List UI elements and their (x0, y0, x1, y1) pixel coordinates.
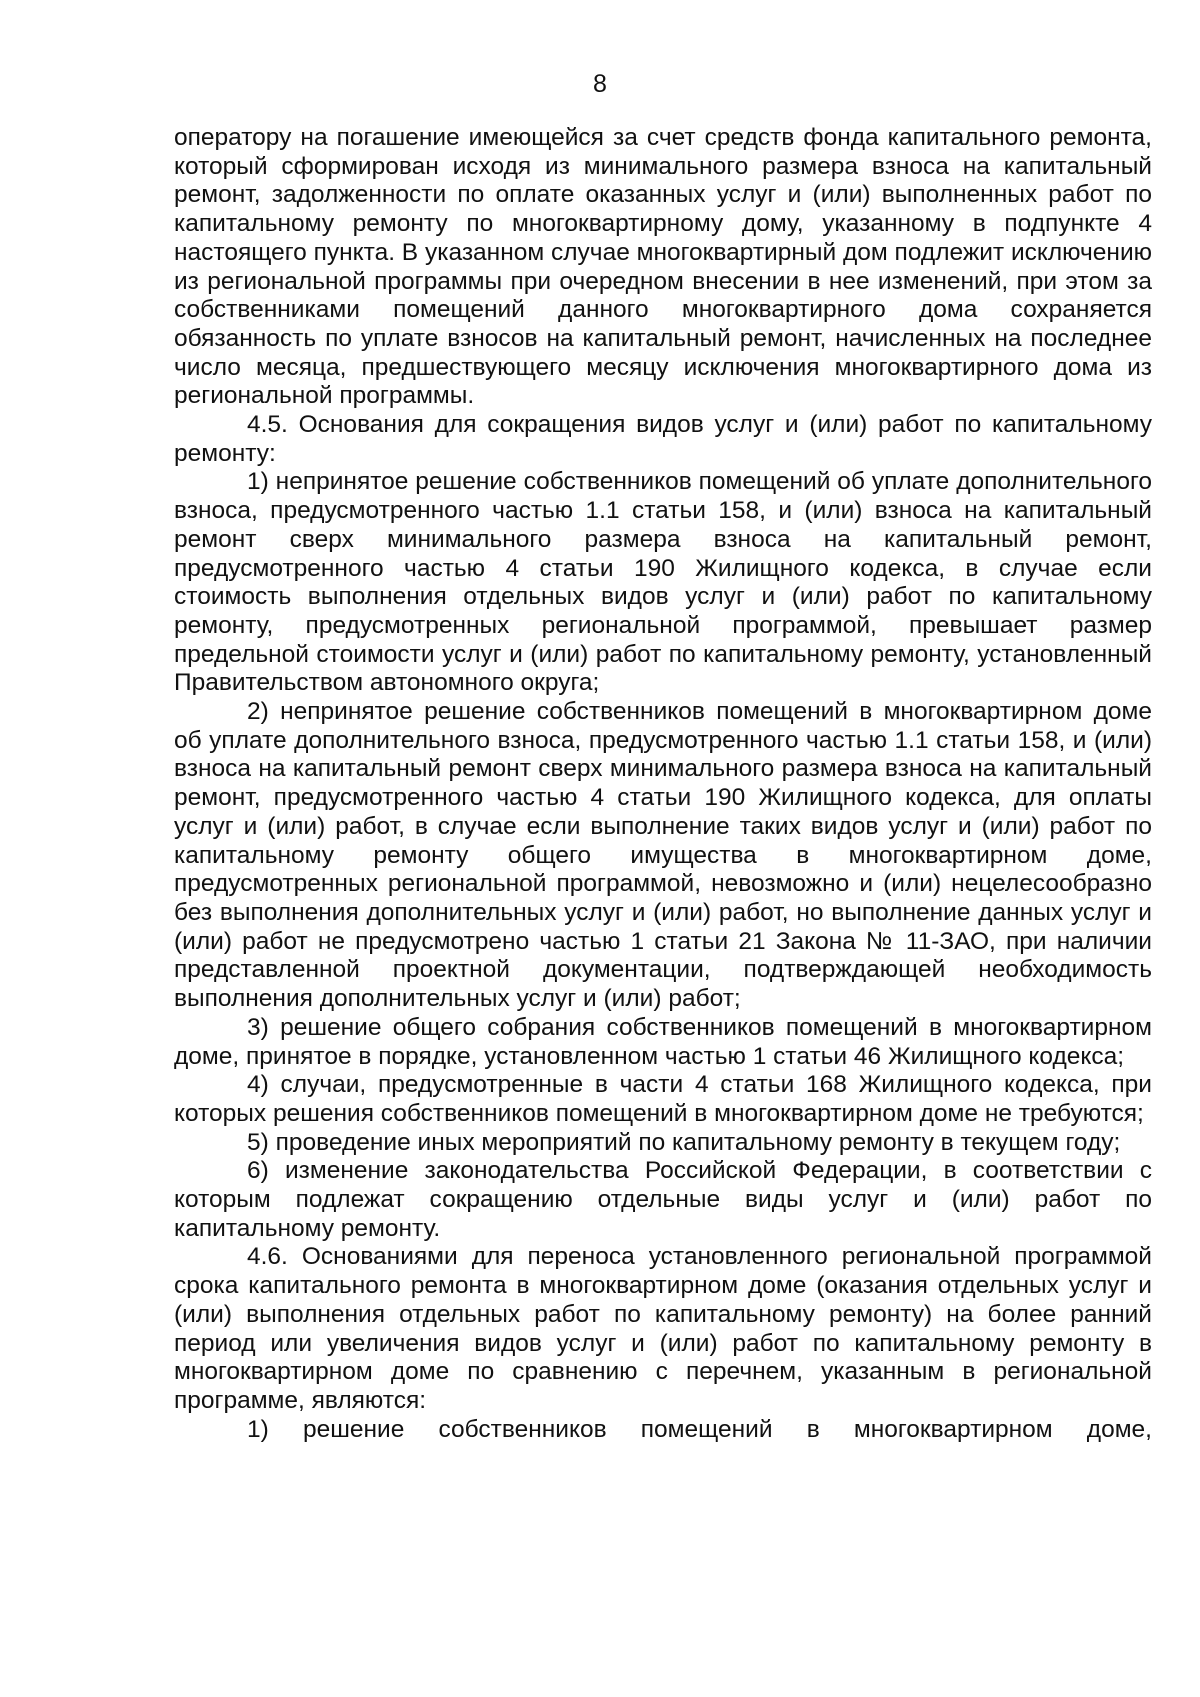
paragraph-4-6-item-1: 1) решение собственников помещений в многоквартирном доме, (247, 1415, 1152, 1443)
paragraph-continuation: оператору на погашение имеющейся за счет средств фонда капитального ремонта, который сформирован исходя из минимального размера взноса на капитальный ремонт, задолженности по оплате оказанных услуг и (или) выполненных работ по капитальному ремонту по многоквартирному дому, указанному в подпункте 4 настоящего пункта. В указанном случае многоквартирный дом подлежит исключению из региональной программы при очередном внесении в нее изменений, при этом за собственниками помещений данного многоквартирного дома сохраняется обязанность по уплате взносов на капитальный ремонт, начисленных на последнее число месяца, предшествующего месяцу исключения многоквартирного дома из региональной программы. (174, 124, 1153, 410)
document-body (174, 124, 1152, 1444)
paragraph-4-5-item-1: 1) непринятое решение собственников помещений об уплате дополнительного взноса, предусмотренного частью 1.1 статьи 158, и (или) взноса на капитальный ремонт сверх минимального размера взноса на капитальный ремонт, предусмотренного частью 4 статьи 190 Жилищного кодекса, в случае если стоимость выполнения отдельных видов услуг и (или) работ по капитальному ремонту, предусмотренных региональной программой, превышает размер предельной стоимости услуг и (или) работ по капитальному ремонту, установленный Правительством автономного округа; (174, 468, 1152, 697)
paragraph-4-5: 4.5. Основания для сокращения видов услуг и (или) работ по капитальному ремонту: (174, 411, 1152, 467)
page-number: 8 (593, 70, 607, 98)
paragraph-4-6: 4.6. Основаниями для переноса установленного региональной программой срока капитального ремонта в многоквартирном доме (оказания отдельных услуг и (или) выполнения отдельных работ по капитальному ремонту) на более ранний период или увеличения видов услуг и (или) работ по капитальному ремонту в многоквартирном доме по сравнению с перечнем, указанным в региональной программе, являются: (174, 1243, 1152, 1414)
paragraph-4-5-item-6: 6) изменение законодательства Российской Федерации, в соответствии с которым подлежат сокращению отдельные виды услуг и (или) работ по капитальному ремонту. (174, 1157, 1152, 1242)
paragraph-4-5-item-3: 3) решение общего собрания собственников помещений в многоквартирном доме, принятое в порядке, установленном частью 1 статьи 46 Жилищного кодекса; (174, 1013, 1152, 1070)
paragraph-4-5-item-4: 4) случаи, предусмотренные в части 4 статьи 168 Жилищного кодекса, при которых решения собственников помещений в многоквартирном доме не требуются; (174, 1071, 1152, 1127)
paragraph-4-5-item-2: 2) непринятое решение собственников помещений в многоквартирном доме об уплате дополнительного взноса, предусмотренного частью 1.1 статьи 158, и (или) взноса на капитальный ремонт сверх минимального размера взноса на капитальный ремонт, предусмотренного частью 4 статьи 190 Жилищного кодекса, для оплаты услуг и (или) работ, в случае если выполнение таких видов услуг и (или) работ по капитальному ремонту общего имущества в многоквартирном доме, предусмотренных региональной программой, невозможно и (или) нецелесообразно без выполнения дополнительных услуг и (или) работ, но выполнение данных услуг и (или) работ не предусмотрено частью 1 статьи 21 Закона № 11-ЗАО, при наличии представленной проектной документации, подтверждающей необходимость выполнения дополнительных услуг и (или) работ; (174, 698, 1152, 1013)
paragraph-4-5-item-5: 5) проведение иных мероприятий по капитальному ремонту в текущем году; (247, 1128, 1121, 1156)
